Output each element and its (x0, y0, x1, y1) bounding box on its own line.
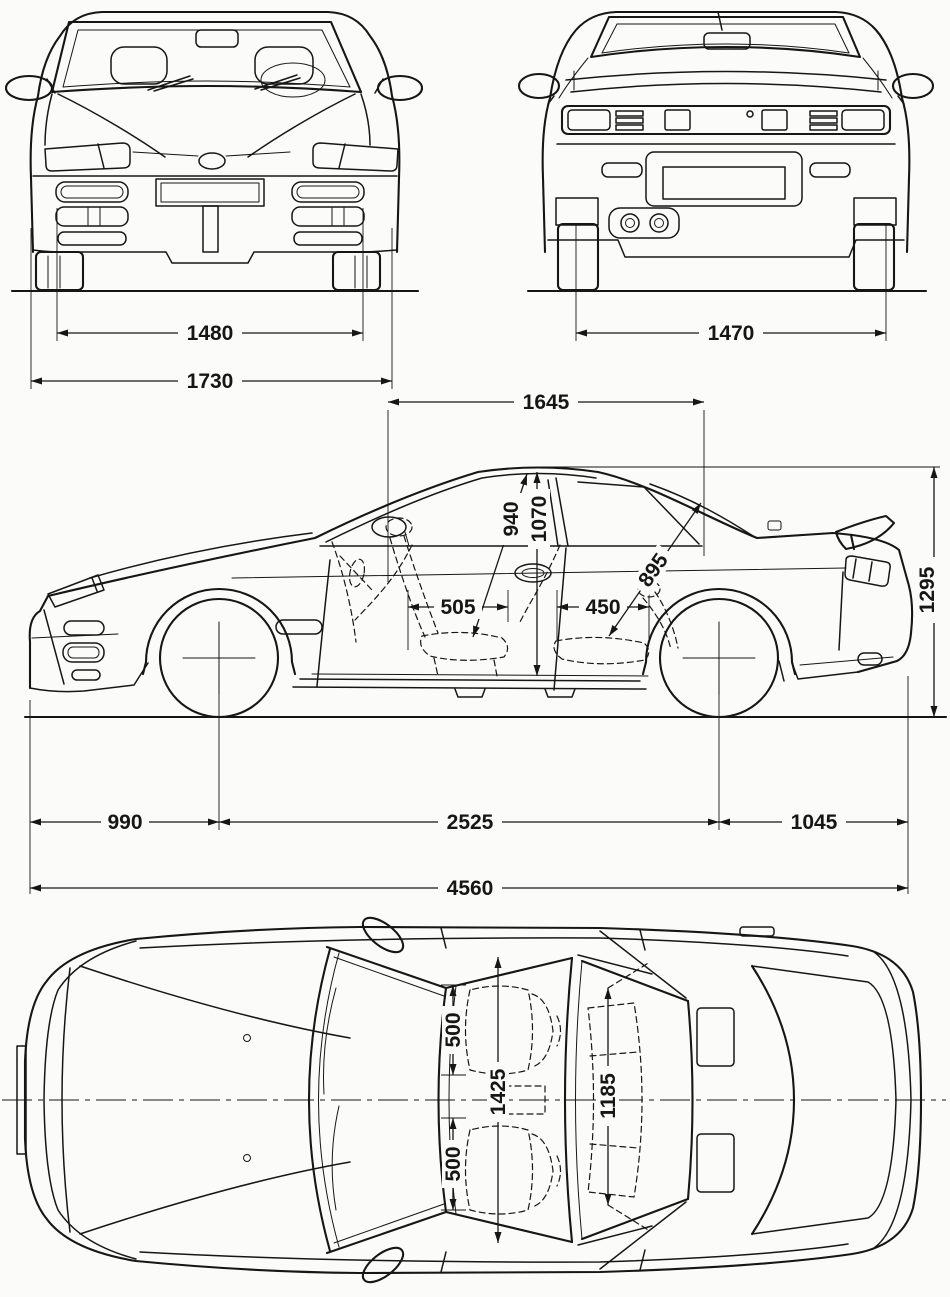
floor-line (312, 674, 648, 676)
trunk-shutline (839, 572, 843, 650)
hood-crease-right (248, 94, 355, 157)
dim-rear-diagonal (609, 503, 701, 636)
fender-line-left (45, 94, 52, 145)
dim-label-front-seat-depth: 505 (440, 596, 476, 619)
reflector-left (602, 163, 642, 177)
quarter-window (578, 482, 699, 544)
rear-view (519, 12, 933, 345)
headlight-left (45, 143, 130, 171)
dim-label-front-track: 1480 (186, 322, 234, 345)
side-foglight-inner (68, 647, 99, 658)
dim-label-front-seat-width: 500 (442, 1012, 465, 1048)
side-headlight (48, 575, 104, 607)
hood-crease-top (80, 966, 350, 1038)
plate-recess (646, 152, 802, 206)
turnsignal-right-inner (297, 186, 359, 198)
hood-crease-bottom (80, 1162, 350, 1234)
roof-side-bottom (446, 1212, 572, 1242)
rear-bumper-bottom (548, 240, 904, 257)
dim-rear-track (576, 225, 886, 345)
front-tire-right (333, 252, 380, 290)
roof-side-top (446, 958, 572, 988)
rear-seat-cushion (554, 637, 649, 663)
taillight-right-outer (842, 110, 884, 130)
steering-wheel-side (347, 558, 367, 588)
a-pillar-bottom-inner (334, 1204, 444, 1243)
exhaust-tip-right (650, 214, 668, 232)
reflector-right (810, 163, 850, 177)
front-seat-cushion-plan (466, 986, 533, 1074)
foglight-right-dividers (332, 208, 344, 225)
exhaust-tip-left (621, 214, 639, 232)
dim-label-rear-overhang: 1045 (790, 811, 838, 834)
front-seat-cushion-plan (466, 1126, 533, 1214)
dim-label-rear-cabin-width: 1185 (597, 1073, 620, 1119)
shoulder-line-top (140, 938, 848, 956)
dash-panel (332, 542, 356, 642)
grille-emblem (199, 153, 225, 169)
door-mirror-plan-bottom (357, 1242, 408, 1289)
lower-slot-left (58, 232, 126, 245)
a-pillar-top-inner (334, 957, 444, 996)
front-view (6, 12, 422, 393)
dim-overall-height (915, 467, 939, 717)
rear-window-side-bottom (582, 1199, 688, 1239)
rocker-panel (293, 679, 646, 689)
rear-spoiler-wing (836, 516, 894, 549)
dim-label-rear-seat-depth: 450 (585, 596, 621, 619)
door-shutline-front (317, 560, 330, 686)
tow-bracket (203, 206, 218, 252)
rear-headrest-top (697, 1008, 734, 1066)
rear-window-outer (591, 17, 860, 57)
dim-label-wheelbase: 2525 (446, 811, 494, 834)
jack-point-notches (455, 689, 575, 697)
front-license-plate-inner (161, 183, 259, 202)
front-wheel-cross (183, 622, 255, 694)
side-turnsignal (64, 621, 104, 635)
dim-label-overall-width: 1730 (186, 370, 234, 393)
headrest-left (111, 47, 167, 84)
door-mirror-mount (405, 532, 409, 546)
front-tire-right-tread (355, 256, 367, 288)
rear-headrest-bottom (697, 1134, 734, 1192)
dim-label-rear-seat-width: 500 (442, 1146, 465, 1182)
dim-label-rear-track: 1470 (707, 322, 755, 345)
side-mirror-left (6, 76, 52, 100)
front-seat-back-plan (532, 994, 561, 1067)
extension-lines (30, 676, 908, 894)
a-pillar-top (327, 947, 446, 988)
mudflap-right (854, 198, 896, 225)
deck-curve-upper (566, 72, 886, 81)
taillight-band (562, 106, 890, 134)
front-seat-back (390, 536, 438, 637)
fuel-nub (768, 521, 781, 530)
side-foglight (63, 643, 104, 662)
headrest-right (255, 47, 313, 84)
hood-crease-left (58, 94, 165, 157)
mudflap-left (556, 198, 598, 225)
rear-license-plate (663, 167, 785, 199)
exhaust-tip-left-inner (626, 219, 635, 228)
fender-top-line (90, 533, 312, 578)
dim-row-lengths (30, 676, 908, 900)
front-valance (30, 663, 148, 692)
door-shutline-rear (554, 548, 566, 690)
interior-mirror (196, 30, 238, 47)
dim-label-rear-diagonal: 895 (633, 549, 673, 592)
washer-nozzle (244, 1035, 251, 1042)
b-pillar (548, 478, 568, 546)
dim-label-cabin-width: 1425 (487, 1068, 510, 1116)
turnsignal-right (292, 182, 364, 202)
side-mirror-right (378, 76, 422, 100)
dim-cabin-width (487, 957, 510, 1243)
dim-front-track (57, 208, 363, 345)
front-seat-headrest (386, 518, 412, 536)
dim-label-overall-length: 4560 (446, 877, 494, 900)
front-seat-back-plan (532, 1134, 561, 1207)
taillight-right-bars (810, 111, 837, 130)
rear-tire-right (854, 224, 894, 290)
a-pillar-bottom (327, 1212, 446, 1253)
dim-front-seat-depth (408, 590, 508, 650)
front-seat-cushion (421, 632, 508, 660)
fender-line-right (361, 94, 370, 145)
turnsignal-left (56, 182, 128, 202)
rear-valance (779, 661, 858, 681)
side-taillight (845, 556, 890, 586)
foglight-left (56, 207, 128, 226)
top-view (2, 912, 946, 1289)
dim-floor-to-roof (528, 472, 551, 676)
shoulder-line-bottom (140, 1244, 848, 1262)
rear-tire-left (558, 224, 598, 290)
trunk-keyhole (747, 111, 753, 117)
antenna (713, 12, 724, 30)
taillight-left-bars (616, 111, 643, 130)
turnsignal-left-inner (61, 186, 123, 198)
side-view (25, 390, 946, 900)
side-silhouette (30, 468, 912, 689)
foglight-left-dividers (88, 208, 100, 225)
door-mirror-plan-top (357, 912, 408, 959)
headlight-right (313, 143, 398, 171)
dim-label-cabin-length: 1645 (522, 391, 570, 414)
rear-window-side-top (582, 961, 688, 1001)
rear-wheel-cross (683, 622, 755, 694)
exhaust-tip-right-inner (655, 219, 664, 228)
side-lip-light (72, 670, 100, 680)
windshield-inner (63, 30, 350, 87)
foglight-right (292, 207, 364, 226)
deck-curve-lower (571, 84, 881, 93)
taillight-right-square (762, 110, 787, 130)
dim-label-floor-to-roof: 1070 (528, 495, 551, 543)
wiper-arcs (324, 988, 340, 1210)
dim-label-front-overhang: 990 (107, 811, 143, 834)
front-tire-left-tread (48, 256, 60, 288)
dim-label-seat-to-roof: 940 (500, 501, 523, 537)
taillight-left-outer (568, 110, 610, 130)
washer-nozzle (244, 1155, 251, 1162)
taillight-left-square (665, 110, 690, 130)
dim-label-overall-height: 1295 (916, 566, 939, 614)
bumper-shutline (44, 610, 64, 684)
lower-slot-right (294, 232, 362, 245)
door-mirror-side (372, 517, 406, 537)
